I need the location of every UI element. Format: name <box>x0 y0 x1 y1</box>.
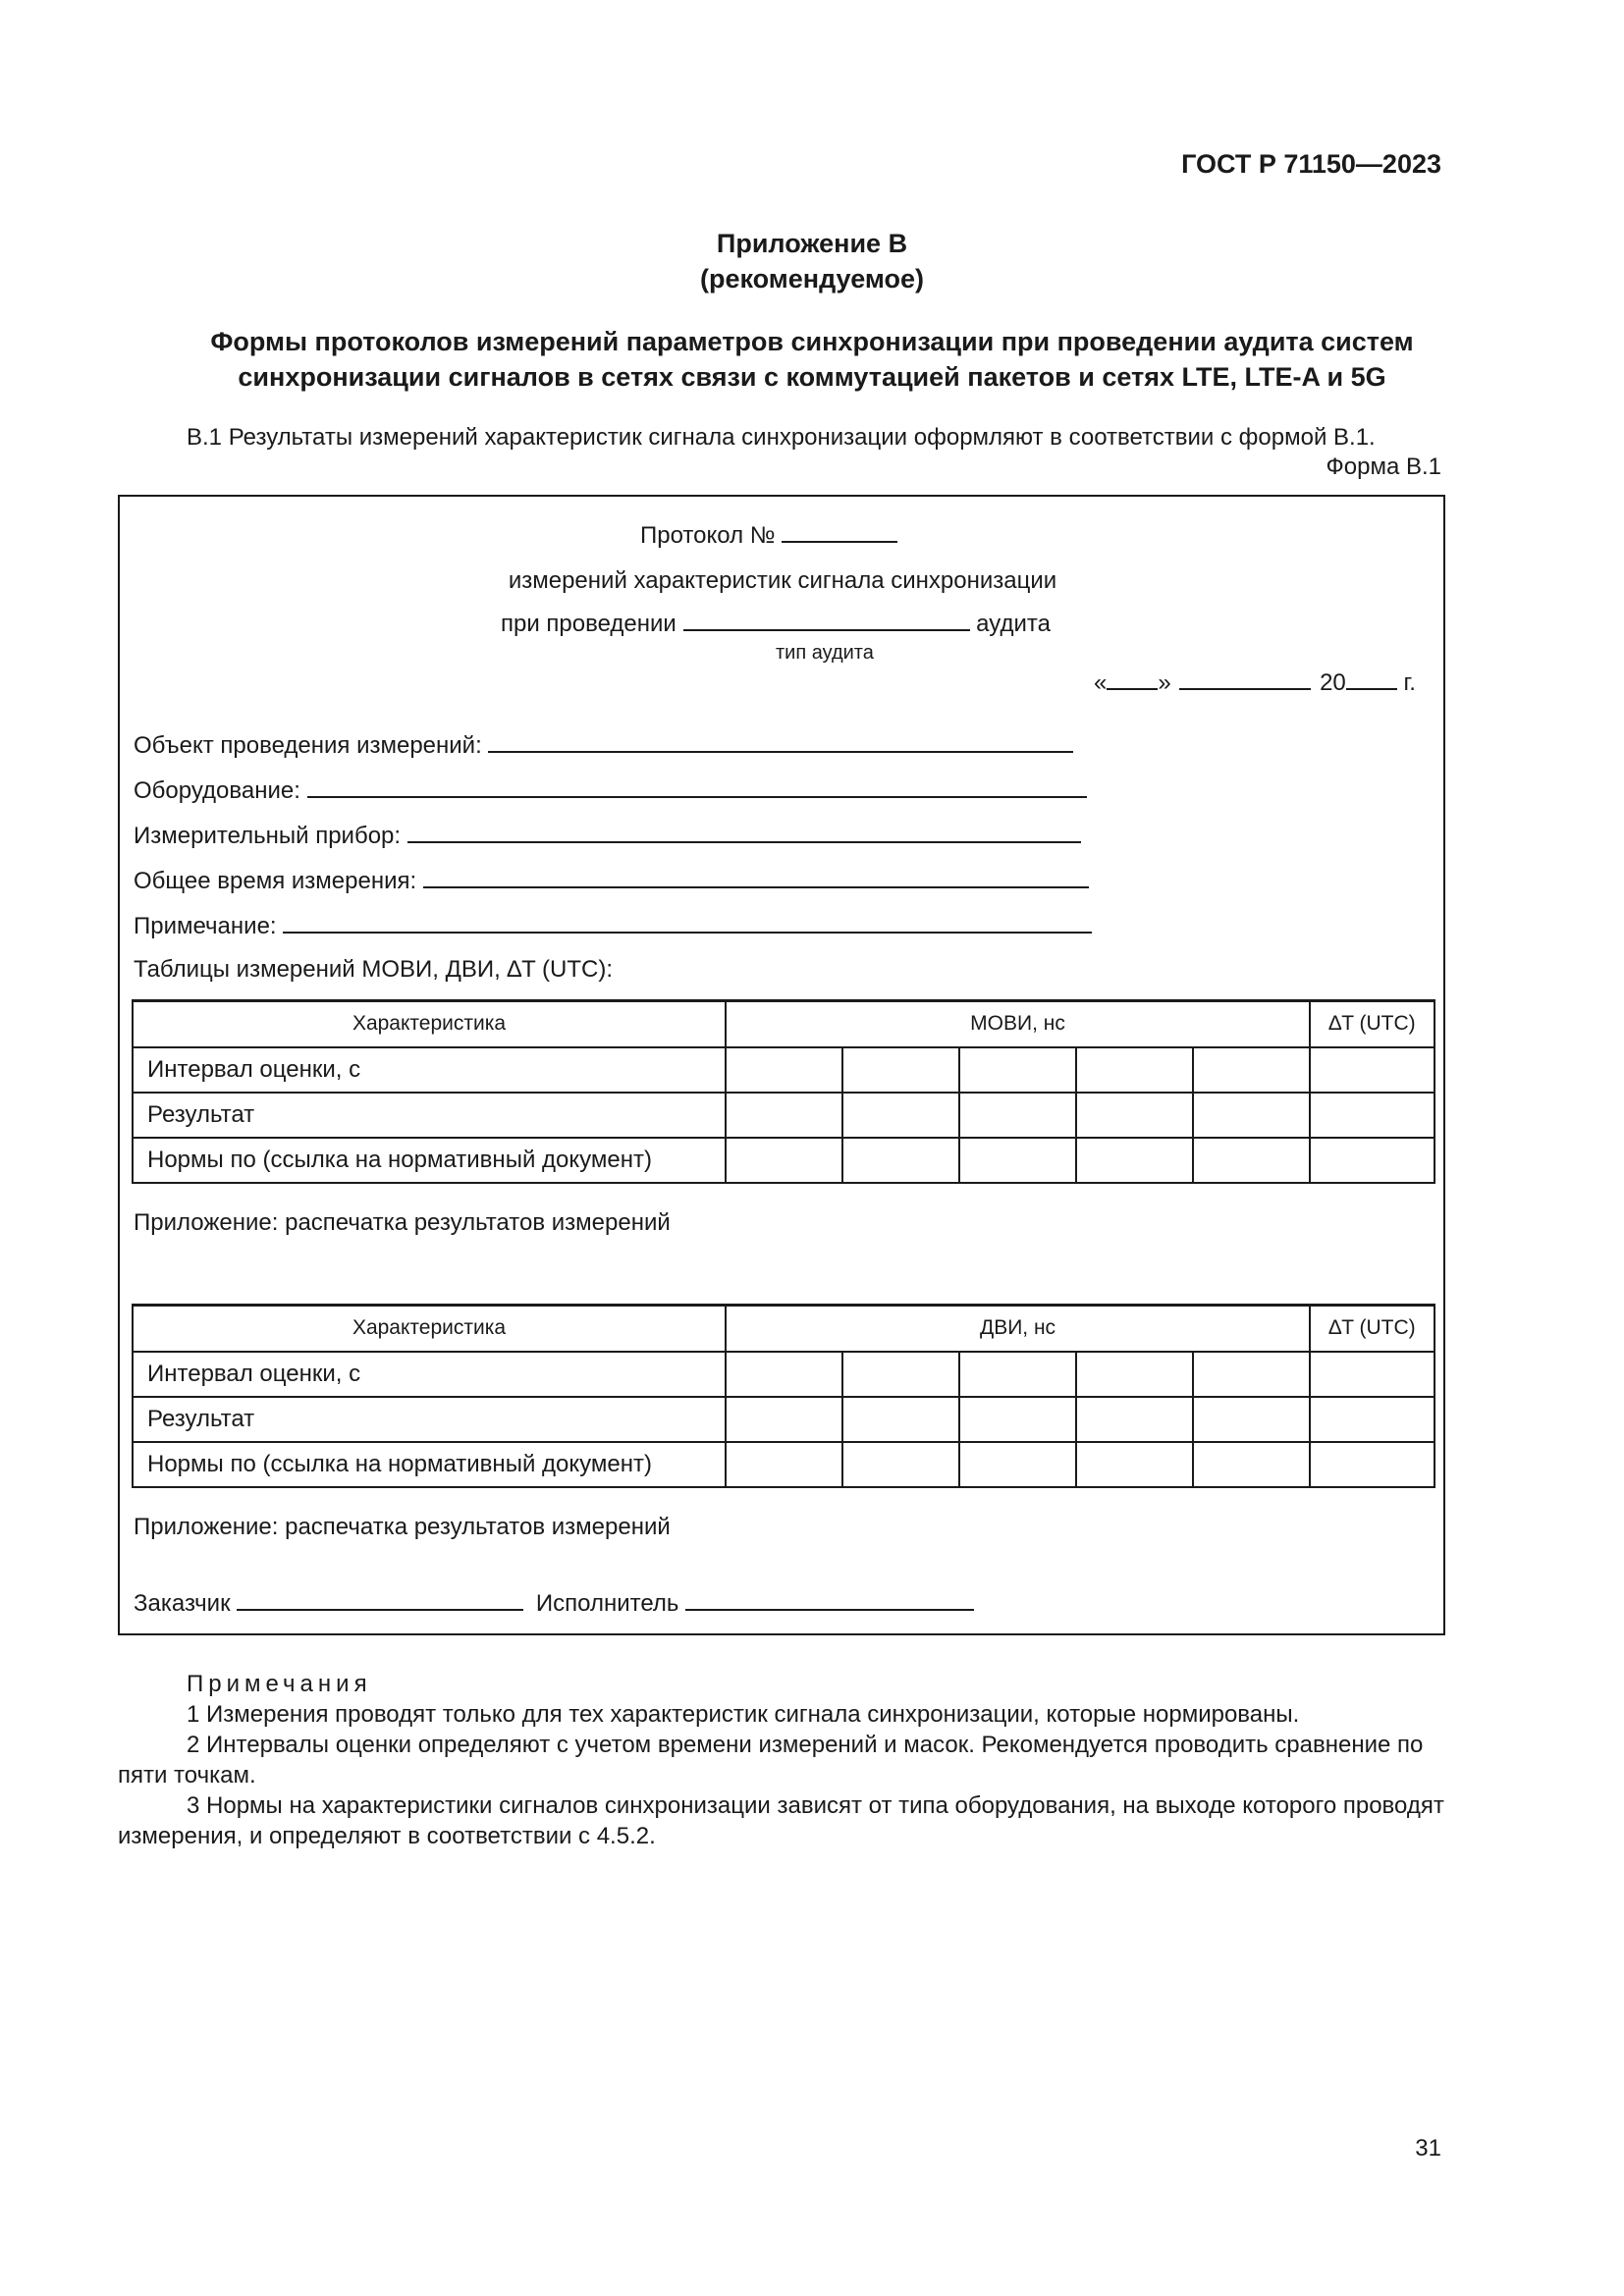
attachment-note-2: Приложение: распечатка результатов измерений <box>134 1514 671 1540</box>
table-cell[interactable] <box>1193 1093 1310 1138</box>
table-cell[interactable] <box>726 1093 842 1138</box>
movi-table <box>132 999 1435 1184</box>
table-cell[interactable] <box>959 1352 1076 1397</box>
protocol-subtitle: измерений характеристик сигнала синхронизации <box>508 567 1057 594</box>
signature-row <box>134 1590 974 1618</box>
protocol-number-field[interactable] <box>782 541 897 543</box>
table-cell[interactable] <box>959 1442 1076 1487</box>
protocol-number-row <box>640 522 897 550</box>
date-month-field[interactable] <box>1179 688 1311 690</box>
date-year-prefix: 20 <box>1320 669 1346 696</box>
row-label: Нормы по (ссылка на нормативный документ) <box>133 1442 726 1487</box>
table-cell[interactable] <box>1193 1442 1310 1487</box>
dvi-table <box>132 1304 1435 1488</box>
field-total-time <box>134 868 1089 895</box>
document-title-line-2: синхронизации сигналов в сетях связи с коммутацией пакетов и сетях LTE, LTE-A и 5G <box>238 362 1386 392</box>
table-cell[interactable] <box>1076 1397 1193 1442</box>
table-cell[interactable] <box>1076 1047 1193 1093</box>
intro-paragraph: В.1 Результаты измерений характеристик сигнала синхронизации оформляют в соответствии с формой В.1. <box>187 424 1376 451</box>
table-cell[interactable] <box>726 1047 842 1093</box>
field-note <box>134 913 1092 940</box>
field-measuring-instrument <box>134 823 1081 850</box>
table-cell[interactable] <box>842 1138 959 1183</box>
column-header-delta-t: ∆T (UTC) <box>1310 1306 1435 1352</box>
page-number: 31 <box>1415 2135 1441 2162</box>
equipment-input[interactable] <box>307 796 1087 798</box>
field-measurement-object <box>134 732 1073 760</box>
form-reference: Форма В.1 <box>1326 454 1441 480</box>
executor-label: Исполнитель <box>535 1590 679 1617</box>
audit-type-row <box>501 611 1051 638</box>
customer-label: Заказчик <box>134 1590 231 1617</box>
table-cell[interactable] <box>1310 1397 1435 1442</box>
protocol-form <box>118 495 1445 1635</box>
table-cell[interactable] <box>959 1093 1076 1138</box>
table-cell[interactable] <box>1310 1093 1435 1138</box>
row-label: Результат <box>133 1093 726 1138</box>
table-row <box>133 1093 1435 1138</box>
field-label: Примечание: <box>134 913 277 939</box>
note-input[interactable] <box>283 932 1092 934</box>
field-label: Измерительный прибор: <box>134 823 402 849</box>
appendix-subtitle: (рекомендуемое) <box>700 264 924 294</box>
measuring-instrument-input[interactable] <box>407 841 1081 843</box>
row-label: Нормы по (ссылка на нормативный документ) <box>133 1138 726 1183</box>
table-row <box>133 1397 1435 1442</box>
table-cell[interactable] <box>1076 1352 1193 1397</box>
notes-heading: Примечания <box>187 1671 372 1697</box>
total-time-input[interactable] <box>423 886 1089 888</box>
table-cell[interactable] <box>1076 1093 1193 1138</box>
measurement-object-input[interactable] <box>488 751 1073 753</box>
table-cell[interactable] <box>1193 1352 1310 1397</box>
column-header-movi: МОВИ, нс <box>726 1001 1310 1047</box>
audit-type-hint: тип аудита <box>776 642 874 664</box>
table-cell[interactable] <box>842 1047 959 1093</box>
date-year-field[interactable] <box>1346 688 1397 690</box>
attachment-note-1: Приложение: распечатка результатов измерений <box>134 1209 671 1236</box>
column-header-characteristic: Характеристика <box>133 1001 726 1047</box>
date-day-field[interactable] <box>1107 688 1158 690</box>
note-item: 1 Измерения проводят только для тех характеристик сигнала синхронизации, которые нормированы. <box>187 1701 1300 1728</box>
table-cell[interactable] <box>959 1397 1076 1442</box>
table-header-row <box>133 1001 1435 1047</box>
appendix-title: Приложение В <box>716 229 908 258</box>
table-cell[interactable] <box>959 1047 1076 1093</box>
field-equipment <box>134 777 1087 805</box>
table-cell[interactable] <box>842 1352 959 1397</box>
table-cell[interactable] <box>726 1442 842 1487</box>
executor-signature-field[interactable] <box>685 1609 974 1611</box>
column-header-delta-t: ∆T (UTC) <box>1310 1001 1435 1047</box>
table-cell[interactable] <box>726 1397 842 1442</box>
date-row <box>1094 669 1416 697</box>
date-close-quote: » <box>1158 669 1171 696</box>
table-cell[interactable] <box>1310 1442 1435 1487</box>
field-label: Объект проведения измерений: <box>134 732 482 759</box>
standard-number: ГОСТ Р 71150—2023 <box>1181 149 1441 179</box>
table-cell[interactable] <box>842 1093 959 1138</box>
table-cell[interactable] <box>1310 1047 1435 1093</box>
table-cell[interactable] <box>726 1138 842 1183</box>
table-row <box>133 1352 1435 1397</box>
row-label: Результат <box>133 1397 726 1442</box>
row-label: Интервал оценки, с <box>133 1352 726 1397</box>
table-row <box>133 1047 1435 1093</box>
tables-caption: Таблицы измерений МОВИ, ДВИ, ∆T (UTC): <box>134 956 614 983</box>
notes-section <box>118 1669 1447 1851</box>
column-header-dvi: ДВИ, нс <box>726 1306 1310 1352</box>
field-label: Оборудование: <box>134 777 300 804</box>
table-cell[interactable] <box>1076 1442 1193 1487</box>
table-row <box>133 1442 1435 1487</box>
table-row <box>133 1138 1435 1183</box>
audit-type-field[interactable] <box>683 629 970 631</box>
table-cell[interactable] <box>1193 1138 1310 1183</box>
table-cell[interactable] <box>1193 1047 1310 1093</box>
table-cell[interactable] <box>842 1442 959 1487</box>
table-header-row <box>133 1306 1435 1352</box>
table-cell[interactable] <box>1310 1138 1435 1183</box>
date-suffix: г. <box>1403 669 1416 696</box>
document-title <box>0 324 1624 395</box>
customer-signature-field[interactable] <box>237 1609 523 1611</box>
date-open-quote: « <box>1094 669 1108 696</box>
table-cell[interactable] <box>959 1138 1076 1183</box>
appendix-heading <box>0 226 1624 296</box>
table-cell[interactable] <box>842 1397 959 1442</box>
note-item: 3 Нормы на характеристики сигналов синхронизации зависят от типа оборудования, на выходе которого проводят измерения, и определяют в соответствии с 4.5.2. <box>118 1792 1444 1849</box>
field-label: Общее время измерения: <box>134 868 417 894</box>
table-cell[interactable] <box>1193 1397 1310 1442</box>
table-cell[interactable] <box>1076 1138 1193 1183</box>
table-cell[interactable] <box>1310 1352 1435 1397</box>
note-item: 2 Интервалы оценки определяют с учетом времени измерений и масок. Рекомендуется проводить сравнение по пяти точкам. <box>118 1732 1424 1789</box>
audit-suffix: аудита <box>976 611 1051 637</box>
table-cell[interactable] <box>726 1352 842 1397</box>
column-header-characteristic: Характеристика <box>133 1306 726 1352</box>
protocol-label: Протокол № <box>640 522 776 549</box>
audit-prefix: при проведении <box>501 611 677 637</box>
row-label: Интервал оценки, с <box>133 1047 726 1093</box>
document-title-line-1: Формы протоколов измерений параметров синхронизации при проведении аудита систем <box>210 327 1414 356</box>
